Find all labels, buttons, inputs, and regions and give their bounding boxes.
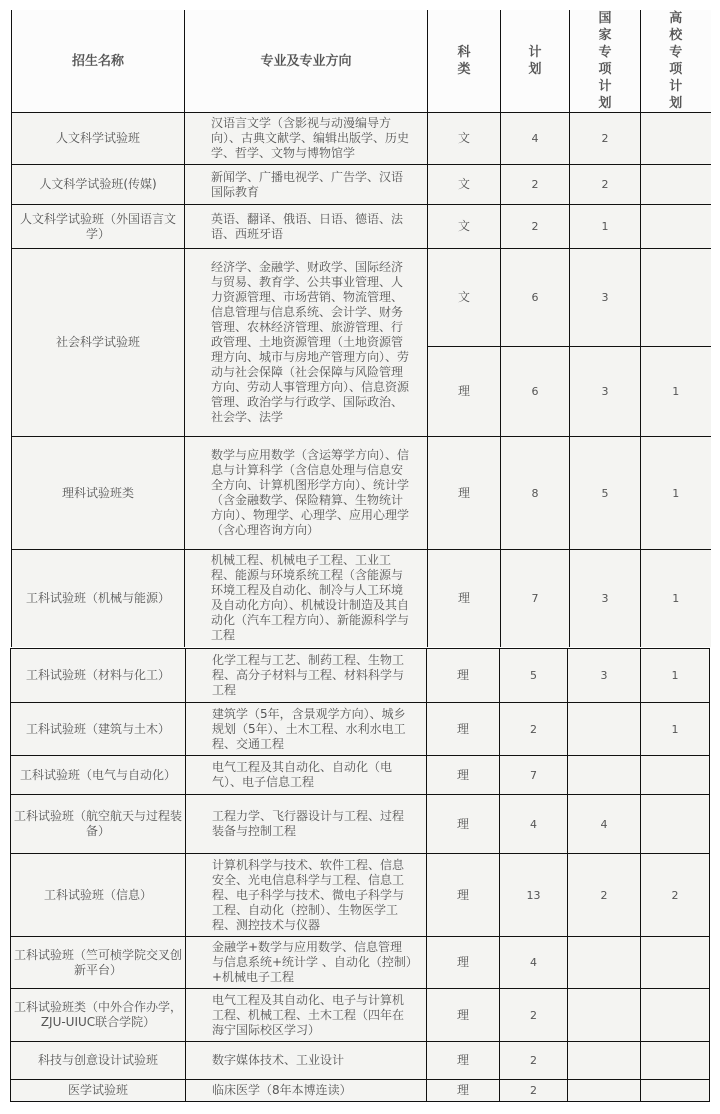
row-major: 建筑学（5年，含景观学方向）、城乡规划（5年）、土木工程、水利水电工程、交通工程 (186, 703, 427, 756)
row-national: 1 (570, 205, 641, 249)
header-major: 专业及专业方向 (185, 10, 428, 113)
header-plan: 计划 (501, 10, 570, 113)
row-plan: 2 (500, 1042, 568, 1080)
row-major: 经济学、金融学、财政学、国际经济与贸易、教育学、公共事业管理、人力资源管理、市场营销、物流管理、信息管理与信息系统、会计学、财务管理、农林经济管理、旅游管理、行政管理、土地资源管理（土地资源管理方向、城市与房地产管理方向）、劳动与社会保障（社会保障与风险管理方向、劳动人事管理方向）、信息资源管理、政治学与行政学、国际政治、社会学、法学 (185, 249, 428, 437)
row-university (641, 205, 711, 249)
row-name: 工科试验班（航空航天与过程装备） (11, 795, 186, 854)
row-major: 工程力学、飞行器设计与工程、过程装备与控制工程 (186, 795, 427, 854)
row-name: 社会科学试验班 (12, 249, 185, 437)
row-national: 3 (570, 249, 641, 347)
table-row (12, 550, 711, 647)
row-plan: 7 (500, 756, 568, 795)
row-university (641, 249, 711, 347)
row-university: 1 (641, 347, 711, 437)
row-national: 2 (568, 854, 641, 937)
header-name: 招生名称 (12, 10, 185, 113)
row-plan: 2 (500, 1080, 568, 1102)
row-plan: 5 (500, 649, 568, 703)
row-major: 化学工程与工艺、制药工程、生物工程、高分子材料与工程、材料科学与工程 (186, 649, 427, 703)
table-row (12, 165, 711, 205)
table-row (12, 437, 711, 550)
row-name: 科技与创意设计试验班 (11, 1042, 186, 1080)
row-national (568, 1042, 641, 1080)
row-category: 理 (427, 1080, 500, 1102)
row-major: 机械工程、机械电子工程、工业工程、能源与环境系统工程（含能源与环境工程及自动化、制冷与人工环境及自动化方向）、机械设计制造及其自动化（汽车工程方向）、新能源科学与工程 (185, 550, 428, 647)
row-major: 新闻学、广播电视学、广告学、汉语国际教育 (185, 165, 428, 205)
row-plan: 2 (501, 165, 570, 205)
row-major: 汉语言文学（含影视与动漫编导方向）、古典文献学、编辑出版学、历史学、哲学、文物与博物馆学 (185, 113, 428, 165)
row-name: 工科试验班（机械与能源） (12, 550, 185, 647)
row-university (641, 937, 710, 989)
row-plan: 8 (501, 437, 570, 550)
row-major: 英语、翻译、俄语、日语、德语、法语、西班牙语 (185, 205, 428, 249)
table-row (11, 937, 710, 989)
header-row (12, 10, 711, 113)
row-university (641, 113, 711, 165)
row-plan: 4 (501, 113, 570, 165)
row-plan: 6 (501, 347, 570, 437)
row-major: 金融学+数学与应用数学、信息管理与信息系统+统计学 、自动化（控制）+机械电子工程 (186, 937, 427, 989)
table-row (11, 649, 710, 703)
row-category: 理 (427, 703, 500, 756)
row-category: 理 (427, 854, 500, 937)
row-national: 2 (570, 113, 641, 165)
row-national: 4 (568, 795, 641, 854)
table-row (11, 1080, 710, 1102)
row-national (568, 703, 641, 756)
row-plan: 6 (501, 249, 570, 347)
row-national (568, 1080, 641, 1102)
row-major: 数字媒体技术、工业设计 (186, 1042, 427, 1080)
admissions-table-part-2 (10, 648, 710, 1102)
row-category: 文 (428, 165, 501, 205)
table-row (11, 1042, 710, 1080)
row-name: 人文科学试验班（外国语言文学） (12, 205, 185, 249)
row-major: 数学与应用数学（含运筹学方向）、信息与计算科学（含信息处理与信息安全方向、计算机图形学方向）、统计学（含金融数学、保险精算、生物统计方向）、物理学、心理学、应用心理学（含心理咨询方向） (185, 437, 428, 550)
row-name: 工科试验班类（中外合作办学，ZJU-UIUC联合学院） (11, 989, 186, 1042)
row-name: 工科试验班（建筑与土木） (11, 703, 186, 756)
row-national: 3 (570, 550, 641, 647)
row-name: 工科试验班（电气与自动化） (11, 756, 186, 795)
row-plan: 4 (500, 795, 568, 854)
row-name: 理科试验班类 (12, 437, 185, 550)
row-university: 1 (641, 437, 711, 550)
row-category: 理 (427, 989, 500, 1042)
row-university: 1 (641, 703, 710, 756)
table-row (11, 854, 710, 937)
row-major: 临床医学（8年本博连读） (186, 1080, 427, 1102)
row-major: 电气工程及其自动化、自动化（电气）、电子信息工程 (186, 756, 427, 795)
row-category: 理 (427, 1042, 500, 1080)
header-category: 科类 (428, 10, 501, 113)
row-category: 文 (428, 249, 501, 347)
table-row (11, 756, 710, 795)
row-university: 1 (641, 649, 710, 703)
row-category: 理 (428, 550, 501, 647)
row-plan: 2 (501, 205, 570, 249)
row-national: 5 (570, 437, 641, 550)
row-category: 理 (428, 347, 501, 437)
row-university (641, 1080, 710, 1102)
row-category: 文 (428, 205, 501, 249)
row-category: 理 (427, 795, 500, 854)
row-university (641, 1042, 710, 1080)
row-national: 3 (570, 347, 641, 437)
row-university (641, 165, 711, 205)
row-national (568, 937, 641, 989)
row-university (641, 795, 710, 854)
table-row (11, 703, 710, 756)
row-name: 工科试验班（竺可桢学院交叉创新平台） (11, 937, 186, 989)
table-row (11, 795, 710, 854)
row-category: 理 (428, 437, 501, 550)
row-category: 理 (427, 756, 500, 795)
row-category: 理 (427, 937, 500, 989)
row-university: 2 (641, 854, 710, 937)
row-plan: 2 (500, 703, 568, 756)
row-name: 工科试验班（材料与化工） (11, 649, 186, 703)
row-national (568, 756, 641, 795)
row-category: 文 (428, 113, 501, 165)
header-university-plan: 高校专项计划 (641, 10, 711, 113)
table-row (12, 113, 711, 165)
row-name: 人文科学试验班 (12, 113, 185, 165)
row-name: 工科试验班（信息） (11, 854, 186, 937)
row-national: 2 (570, 165, 641, 205)
table-row (12, 205, 711, 249)
row-major: 电气工程及其自动化、电子与计算机工程、机械工程、土木工程（四年在海宁国际校区学习） (186, 989, 427, 1042)
row-plan: 4 (500, 937, 568, 989)
table-row (11, 989, 710, 1042)
row-national: 3 (568, 649, 641, 703)
admissions-table-part-1 (11, 10, 711, 647)
row-name: 医学试验班 (11, 1080, 186, 1102)
row-major: 计算机科学与技术、软件工程、信息安全、光电信息科学与工程、信息工程、电子科学与技术、微电子科学与工程、自动化（控制）、生物医学工程、测控技术与仪器 (186, 854, 427, 937)
table-row (12, 249, 711, 347)
row-university: 1 (641, 550, 711, 647)
row-plan: 2 (500, 989, 568, 1042)
row-category: 理 (427, 649, 500, 703)
row-plan: 13 (500, 854, 568, 937)
row-national (568, 989, 641, 1042)
row-university (641, 989, 710, 1042)
row-university (641, 756, 710, 795)
row-name: 人文科学试验班(传媒) (12, 165, 185, 205)
row-plan: 7 (501, 550, 570, 647)
header-national-plan: 国家专项计划 (570, 10, 641, 113)
